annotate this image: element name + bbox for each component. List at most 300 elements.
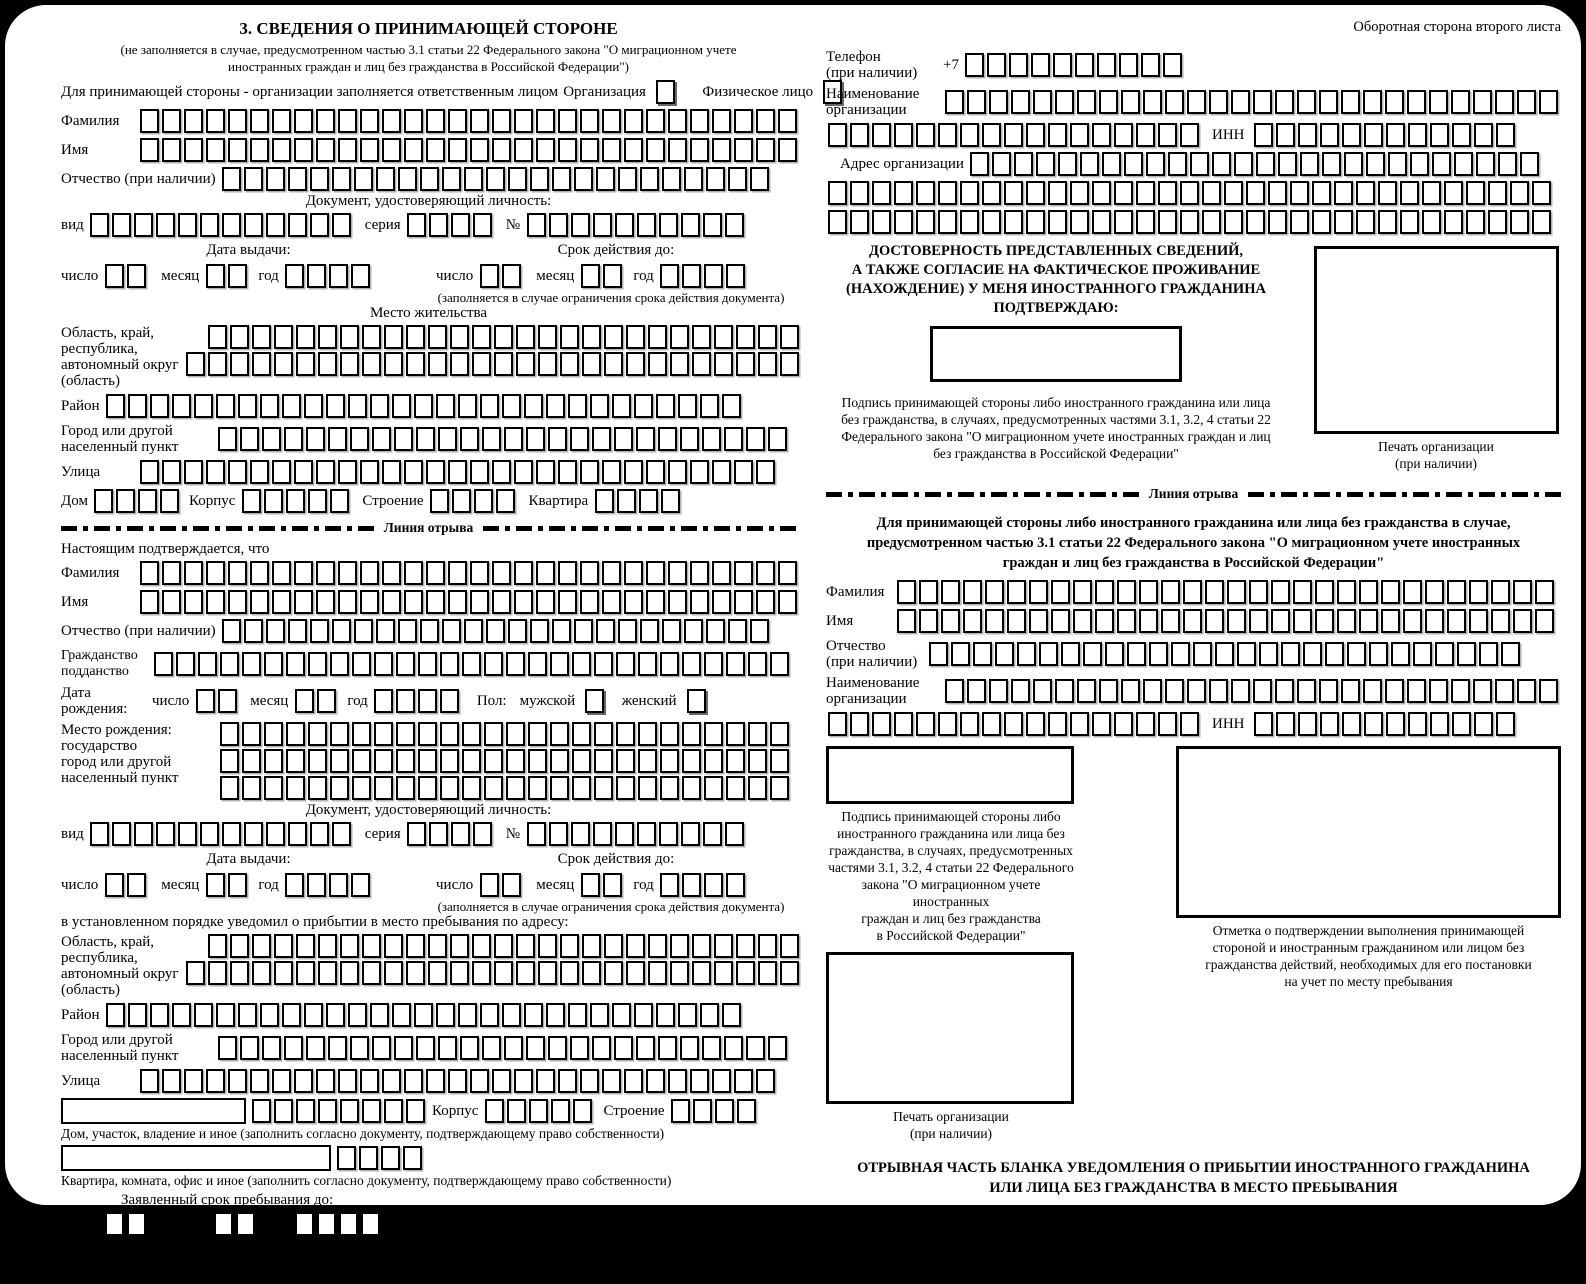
char-cell[interactable] [339,1212,358,1236]
char-cell[interactable] [1466,181,1485,205]
char-cell[interactable] [550,776,569,800]
char-cell[interactable] [1429,90,1448,114]
char-cell[interactable] [307,873,326,897]
char-cell[interactable] [1114,712,1133,736]
char-cell[interactable] [1055,679,1074,703]
char-cell[interactable] [348,394,367,418]
char-cell[interactable] [960,123,979,147]
org-address-boxes-1[interactable] [969,152,1541,176]
char-cell[interactable] [112,213,131,237]
char-cell[interactable] [1491,609,1510,633]
char-cell[interactable] [894,712,913,736]
char-cell[interactable] [1337,609,1356,633]
signature-box[interactable] [826,746,1074,804]
char-cell[interactable] [492,590,511,614]
char-cell[interactable] [198,652,217,676]
char-cell[interactable] [780,325,799,349]
char-cell[interactable] [352,776,371,800]
char-cell[interactable] [967,679,986,703]
addr-city-boxes[interactable] [216,1036,788,1060]
char-cell[interactable] [1165,679,1184,703]
char-cell[interactable] [330,776,349,800]
char-cell[interactable] [538,325,557,349]
char-cell[interactable] [374,749,393,773]
char-cell[interactable] [558,590,577,614]
char-cell[interactable] [1231,90,1250,114]
char-cell[interactable] [162,460,181,484]
house-extra-boxes[interactable] [335,1146,423,1170]
char-cell[interactable] [1476,152,1495,176]
char-cell[interactable] [1469,609,1488,633]
char-cell[interactable] [492,1069,511,1093]
char-cell[interactable] [704,873,723,897]
char-cell[interactable] [403,1146,422,1170]
char-cell[interactable] [700,394,719,418]
char-cell[interactable] [670,352,689,376]
char-cell[interactable] [448,1069,467,1093]
char-cell[interactable] [426,561,445,585]
char-cell[interactable] [472,934,491,958]
char-cell[interactable] [590,1003,609,1027]
char-cell[interactable] [965,53,984,77]
char-cell[interactable] [338,109,357,133]
char-cell[interactable] [473,213,492,237]
char-cell[interactable] [196,689,215,713]
char-cell[interactable] [604,934,623,958]
char-cell[interactable] [1004,210,1023,234]
char-cell[interactable] [264,489,283,513]
char-cell[interactable] [626,352,645,376]
char-cell[interactable] [1234,152,1253,176]
char-cell[interactable] [536,561,555,585]
char-cell[interactable] [1466,210,1485,234]
char-cell[interactable] [1457,642,1476,666]
char-cell[interactable] [194,1003,213,1027]
char-cell[interactable] [714,961,733,985]
char-cell[interactable] [266,213,285,237]
char-cell[interactable] [308,652,327,676]
char-cell[interactable] [450,961,469,985]
char-cell[interactable] [1139,609,1158,633]
char-cell[interactable] [1276,712,1295,736]
char-cell[interactable] [470,109,489,133]
char-cell[interactable] [406,961,425,985]
char-cell[interactable] [127,264,146,288]
char-cell[interactable] [1501,642,1520,666]
char-cell[interactable] [1532,210,1551,234]
char-cell[interactable] [154,652,173,676]
char-cell[interactable] [105,873,124,897]
char-cell[interactable] [938,210,957,234]
char-cell[interactable] [722,394,741,418]
char-cell[interactable] [384,934,403,958]
char-cell[interactable] [590,394,609,418]
char-cell[interactable] [1146,152,1165,176]
char-cell[interactable] [558,109,577,133]
host-district-boxes[interactable] [105,394,743,418]
char-cell[interactable] [1356,181,1375,205]
char-cell[interactable] [398,619,417,643]
char-cell[interactable] [506,776,525,800]
char-cell[interactable] [404,138,423,162]
char-cell[interactable] [486,167,505,191]
char-cell[interactable] [546,394,565,418]
char-cell[interactable] [404,590,423,614]
char-cell[interactable] [580,138,599,162]
char-cell[interactable] [1227,580,1246,604]
char-cell[interactable] [571,822,590,846]
char-cell[interactable] [140,460,159,484]
char-cell[interactable] [308,489,327,513]
char-cell[interactable] [1517,90,1536,114]
char-cell[interactable] [1341,679,1360,703]
char-cell[interactable] [307,264,326,288]
char-cell[interactable] [536,1069,555,1093]
char-cell[interactable] [670,934,689,958]
char-cell[interactable] [1143,90,1162,114]
char-cell[interactable] [392,394,411,418]
char-cell[interactable] [1249,580,1268,604]
char-cell[interactable] [640,167,659,191]
char-cell[interactable] [1141,53,1160,77]
char-cell[interactable] [1535,609,1554,633]
char-cell[interactable] [404,109,423,133]
char-cell[interactable] [127,873,146,897]
char-cell[interactable] [734,460,753,484]
char-cell[interactable] [206,873,225,897]
char-cell[interactable] [1039,642,1058,666]
char-cell[interactable] [548,1036,567,1060]
char-cell[interactable] [172,394,191,418]
char-cell[interactable] [626,961,645,985]
char-cell[interactable] [266,619,285,643]
char-cell[interactable] [570,427,589,451]
char-cell[interactable] [362,1099,381,1123]
char-cell[interactable] [90,213,109,237]
char-cell[interactable] [662,619,681,643]
addr-stroenie-boxes[interactable] [670,1099,758,1123]
char-cell[interactable] [296,934,315,958]
char-cell[interactable] [602,1069,621,1093]
char-cell[interactable] [963,580,982,604]
char-cell[interactable] [360,138,379,162]
char-cell[interactable] [230,961,249,985]
char-cell[interactable] [242,776,261,800]
char-cell[interactable] [1070,210,1089,234]
char-cell[interactable] [778,109,797,133]
char-cell[interactable] [1300,152,1319,176]
char-cell[interactable] [1246,181,1265,205]
char-cell[interactable] [1075,53,1094,77]
char-cell[interactable] [451,213,470,237]
char-cell[interactable] [1246,210,1265,234]
char-cell[interactable] [850,123,869,147]
char-cell[interactable] [656,394,675,418]
char-cell[interactable] [396,689,415,713]
char-cell[interactable] [1033,90,1052,114]
char-cell[interactable] [448,590,467,614]
char-cell[interactable] [310,167,329,191]
char-cell[interactable] [1400,210,1419,234]
char-cell[interactable] [338,561,357,585]
char-cell[interactable] [548,427,567,451]
char-cell[interactable] [1168,152,1187,176]
char-cell[interactable] [756,138,775,162]
host-stroenie-boxes[interactable] [429,489,517,513]
char-cell[interactable] [1385,679,1404,703]
char-cell[interactable] [492,561,511,585]
char-cell[interactable] [352,749,371,773]
char-cell[interactable] [442,167,461,191]
char-cell[interactable] [376,619,395,643]
male-checkbox[interactable] [585,689,604,713]
street-extra-boxes[interactable] [250,1099,426,1123]
char-cell[interactable] [1058,152,1077,176]
char-cell[interactable] [116,489,135,513]
char-cell[interactable] [332,619,351,643]
char-cell[interactable] [294,460,313,484]
char-cell[interactable] [162,109,181,133]
char-cell[interactable] [659,213,678,237]
char-cell[interactable] [550,749,569,773]
char-cell[interactable] [288,213,307,237]
char-cell[interactable] [982,123,1001,147]
char-cell[interactable] [527,822,546,846]
addr-street-boxes[interactable] [138,1069,776,1093]
char-cell[interactable] [945,679,964,703]
char-cell[interactable] [604,325,623,349]
char-cell[interactable] [216,1003,235,1027]
char-cell[interactable] [484,776,503,800]
char-cell[interactable] [778,138,797,162]
char-cell[interactable] [1048,181,1067,205]
char-cell[interactable] [1539,679,1558,703]
char-cell[interactable] [382,590,401,614]
p2-org-name-boxes[interactable] [943,679,1559,703]
char-cell[interactable] [780,934,799,958]
char-cell[interactable] [1532,181,1551,205]
char-cell[interactable] [668,138,687,162]
char-cell[interactable] [178,213,197,237]
char-cell[interactable] [162,561,181,585]
char-cell[interactable] [286,749,305,773]
char-cell[interactable] [748,749,767,773]
char-cell[interactable] [252,1099,271,1123]
char-cell[interactable] [184,460,203,484]
char-cell[interactable] [354,619,373,643]
char-cell[interactable] [1061,642,1080,666]
char-cell[interactable] [596,619,615,643]
char-cell[interactable] [1121,90,1140,114]
char-cell[interactable] [828,210,847,234]
char-cell[interactable] [1092,712,1111,736]
char-cell[interactable] [850,181,869,205]
char-cell[interactable] [594,749,613,773]
char-cell[interactable] [1083,642,1102,666]
char-cell[interactable] [646,460,665,484]
char-cell[interactable] [618,167,637,191]
char-cell[interactable] [624,561,643,585]
char-cell[interactable] [208,961,227,985]
char-cell[interactable] [228,264,247,288]
char-cell[interactable] [592,427,611,451]
char-cell[interactable] [648,934,667,958]
char-cell[interactable] [894,181,913,205]
char-cell[interactable] [1388,152,1407,176]
char-cell[interactable] [670,961,689,985]
char-cell[interactable] [1474,712,1493,736]
char-cell[interactable] [604,961,623,985]
char-cell[interactable] [690,1069,709,1093]
char-cell[interactable] [392,1003,411,1027]
char-cell[interactable] [603,264,622,288]
char-cell[interactable] [1254,712,1273,736]
char-cell[interactable] [1488,181,1507,205]
char-cell[interactable] [1303,642,1322,666]
char-cell[interactable] [897,609,916,633]
char-cell[interactable] [514,109,533,133]
char-cell[interactable] [506,722,525,746]
char-cell[interactable] [310,213,329,237]
char-cell[interactable] [216,394,235,418]
char-cell[interactable] [536,590,555,614]
char-cell[interactable] [318,934,337,958]
char-cell[interactable] [162,138,181,162]
char-cell[interactable] [1029,580,1048,604]
char-cell[interactable] [316,138,335,162]
char-cell[interactable] [1121,679,1140,703]
char-cell[interactable] [474,489,493,513]
char-cell[interactable] [612,394,631,418]
char-cell[interactable] [1254,123,1273,147]
p2-org-name-boxes-2[interactable] [826,712,1200,736]
char-cell[interactable] [963,609,982,633]
char-cell[interactable] [470,138,489,162]
char-cell[interactable] [602,460,621,484]
char-cell[interactable] [1253,679,1272,703]
char-cell[interactable] [330,722,349,746]
char-cell[interactable] [634,394,653,418]
char-cell[interactable] [1378,181,1397,205]
char-cell[interactable] [634,1003,653,1027]
char-cell[interactable] [582,325,601,349]
char-cell[interactable] [329,264,348,288]
char-cell[interactable] [1513,609,1532,633]
char-cell[interactable] [184,109,203,133]
char-cell[interactable] [945,90,964,114]
char-cell[interactable] [1161,609,1180,633]
p2-name-boxes[interactable] [895,609,1555,633]
char-cell[interactable] [1124,152,1143,176]
char-cell[interactable] [1386,712,1405,736]
char-cell[interactable] [208,352,227,376]
char-cell[interactable] [326,394,345,418]
char-cell[interactable] [516,961,535,985]
char-cell[interactable] [602,109,621,133]
char-cell[interactable] [176,652,195,676]
char-cell[interactable] [448,138,467,162]
char-cell[interactable] [362,934,381,958]
char-cell[interactable] [617,489,636,513]
char-cell[interactable] [288,619,307,643]
char-cell[interactable] [894,210,913,234]
char-cell[interactable] [726,652,745,676]
char-cell[interactable] [526,427,545,451]
char-cell[interactable] [482,427,501,451]
char-cell[interactable] [140,109,159,133]
char-cell[interactable] [528,652,547,676]
char-cell[interactable] [252,352,271,376]
char-cell[interactable] [929,642,948,666]
char-cell[interactable] [872,712,891,736]
char-cell[interactable] [140,138,159,162]
char-cell[interactable] [308,776,327,800]
char-cell[interactable] [728,167,747,191]
char-cell[interactable] [872,181,891,205]
char-cell[interactable] [228,561,247,585]
char-cell[interactable] [244,619,263,643]
char-cell[interactable] [156,213,175,237]
char-cell[interactable] [1136,210,1155,234]
char-cell[interactable] [374,689,393,713]
char-cell[interactable] [1183,580,1202,604]
char-cell[interactable] [338,590,357,614]
char-cell[interactable] [150,394,169,418]
char-cell[interactable] [703,822,722,846]
char-cell[interactable] [640,619,659,643]
char-cell[interactable] [296,325,315,349]
char-cell[interactable] [1209,90,1228,114]
char-cell[interactable] [682,776,701,800]
char-cell[interactable] [1114,210,1133,234]
char-cell[interactable] [919,580,938,604]
char-cell[interactable] [514,1069,533,1093]
char-cell[interactable] [602,561,621,585]
char-cell[interactable] [238,1003,257,1027]
char-cell[interactable] [222,213,241,237]
char-cell[interactable] [661,489,680,513]
char-cell[interactable] [194,394,213,418]
char-cell[interactable] [252,961,271,985]
char-cell[interactable] [593,822,612,846]
char-cell[interactable] [428,352,447,376]
char-cell[interactable] [572,749,591,773]
char-cell[interactable] [1048,712,1067,736]
char-cell[interactable] [1513,580,1532,604]
char-cell[interactable] [470,590,489,614]
p2-inn-boxes[interactable] [1253,712,1517,736]
char-cell[interactable] [472,961,491,985]
char-cell[interactable] [668,109,687,133]
char-cell[interactable] [396,749,415,773]
char-cell[interactable] [528,722,547,746]
char-cell[interactable] [351,873,370,897]
char-cell[interactable] [428,961,447,985]
char-cell[interactable] [1451,90,1470,114]
char-cell[interactable] [372,1036,391,1060]
char-cell[interactable] [350,427,369,451]
char-cell[interactable] [406,934,425,958]
char-cell[interactable] [1319,90,1338,114]
char-cell[interactable] [360,460,379,484]
char-cell[interactable] [462,749,481,773]
char-cell[interactable] [260,1003,279,1027]
char-cell[interactable] [504,1036,523,1060]
valid-year-boxes[interactable] [659,873,747,897]
char-cell[interactable] [1224,210,1243,234]
char-cell[interactable] [250,590,269,614]
char-cell[interactable] [200,213,219,237]
